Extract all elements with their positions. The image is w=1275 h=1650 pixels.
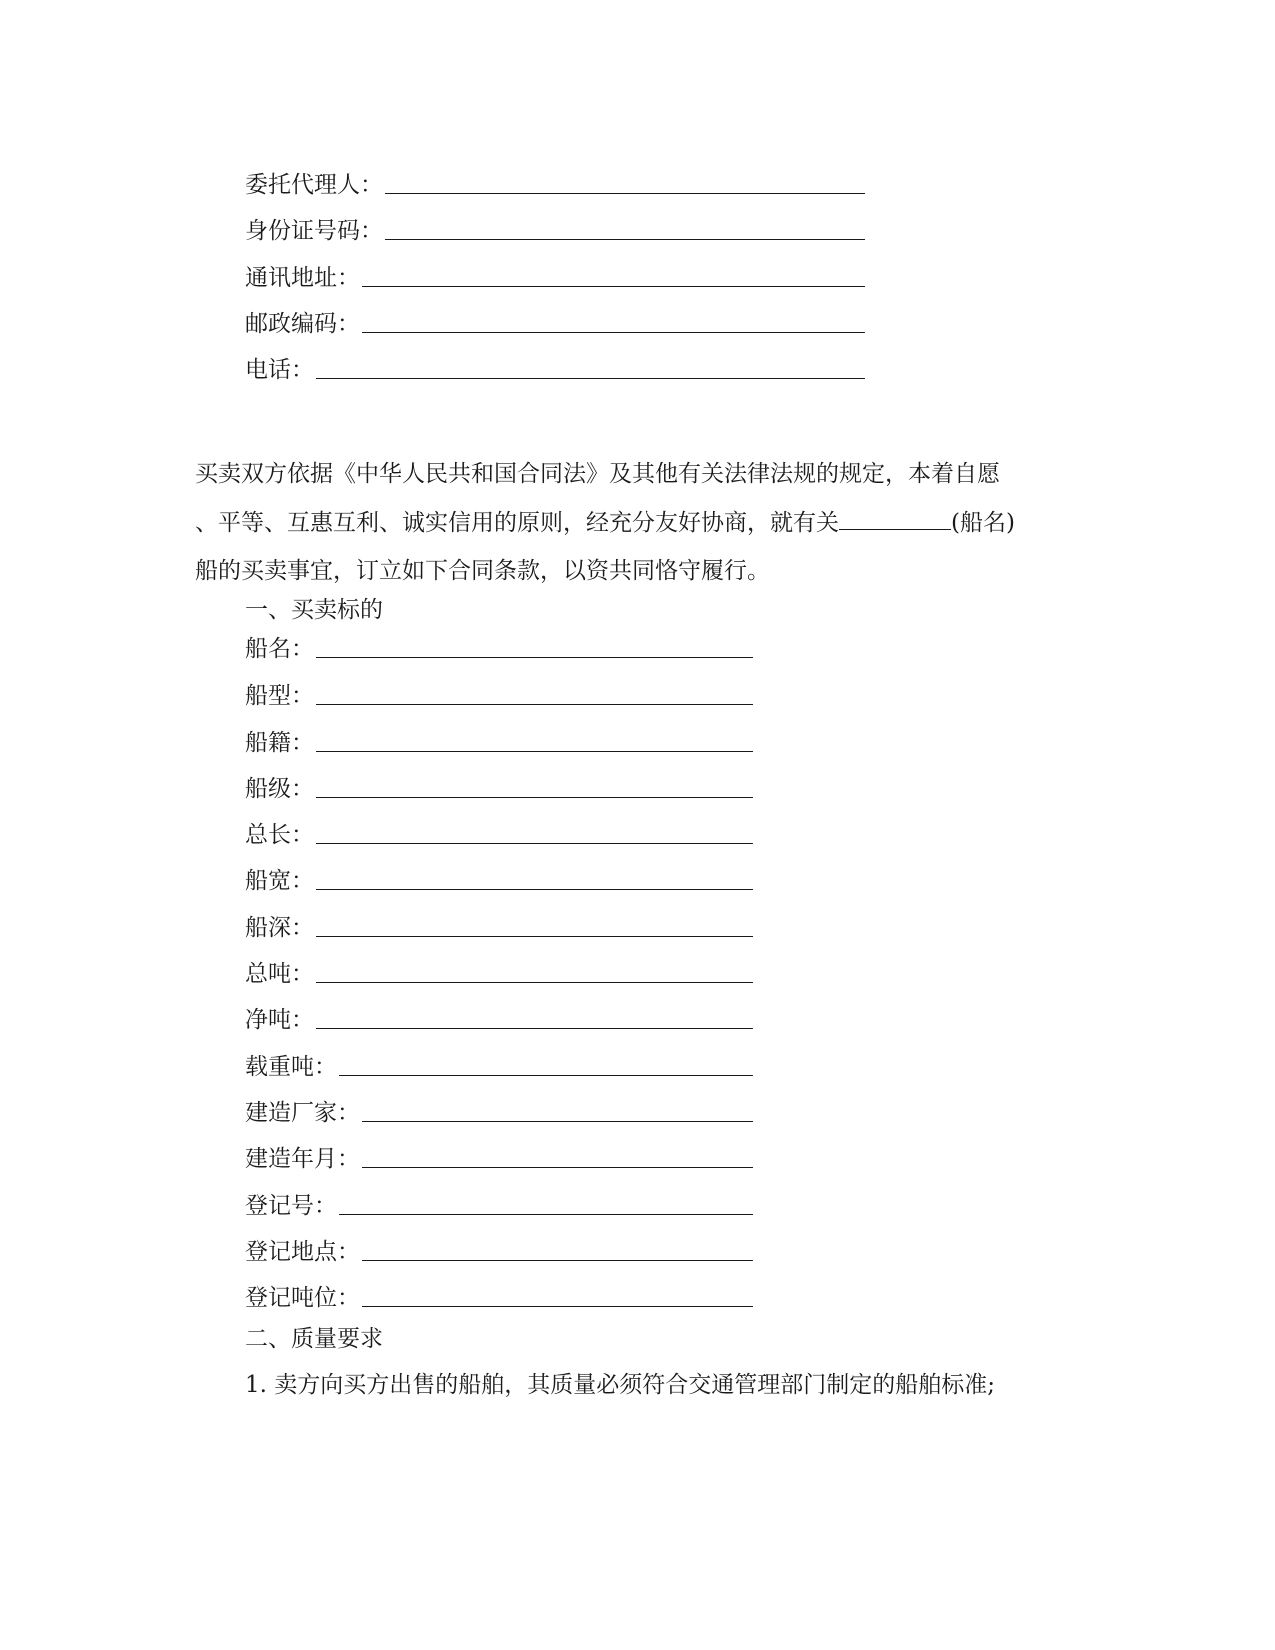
agent-field-label: 邮政编码： <box>245 311 360 337</box>
ship-field-label: 净吨： <box>245 1007 314 1033</box>
fill-in-blank <box>362 1259 753 1261</box>
fill-in-blank <box>316 935 753 937</box>
ship-field-label: 建造年月： <box>245 1146 360 1172</box>
clause-item: 1. 卖方向买方出售的船舶，其质量必须符合交通管理部门制定的船舶标准; <box>245 1372 996 1398</box>
ship-field-label: 载重吨： <box>245 1054 337 1080</box>
agent-field-row <box>245 299 865 339</box>
ship-name-blank <box>839 507 951 530</box>
ship-field-row <box>245 1273 753 1313</box>
ship-field-row <box>245 1181 753 1221</box>
ship-field-row <box>245 1088 753 1128</box>
section-heading: 二、质量要求 <box>245 1326 383 1352</box>
fill-in-blank <box>362 331 865 333</box>
intro-line: 船的买卖事宜，订立如下合同条款，以资共同恪守履行。 <box>195 558 770 584</box>
ship-field-label: 总长： <box>245 822 314 848</box>
ship-field-row <box>245 903 753 943</box>
ship-field-row <box>245 995 753 1035</box>
ship-field-label: 总吨： <box>245 961 314 987</box>
ship-field-row <box>245 856 753 896</box>
fill-in-blank <box>385 192 865 194</box>
fill-in-blank <box>316 796 753 798</box>
ship-field-row <box>245 949 753 989</box>
fill-in-blank <box>316 656 753 658</box>
agent-field-label: 通讯地址： <box>245 265 360 291</box>
agent-field-label: 电话： <box>245 357 314 383</box>
ship-field-label: 登记吨位： <box>245 1285 360 1311</box>
fill-in-blank <box>316 1027 753 1029</box>
ship-field-row <box>245 1227 753 1267</box>
ship-field-label: 船名： <box>245 636 314 662</box>
ship-field-label: 登记地点： <box>245 1239 360 1265</box>
agent-field-row <box>245 160 865 200</box>
fill-in-blank <box>339 1074 753 1076</box>
fill-in-blank <box>316 888 753 890</box>
fill-in-blank <box>362 1166 753 1168</box>
fill-in-blank <box>362 1120 753 1122</box>
ship-field-row <box>245 624 753 664</box>
fill-in-blank <box>316 703 753 705</box>
intro-text: 、平等、互惠互利、诚实信用的原则，经充分友好协商，就有关 <box>195 509 839 536</box>
ship-field-row <box>245 810 753 850</box>
fill-in-blank <box>339 1213 753 1215</box>
agent-field-row <box>245 206 865 246</box>
fill-in-blank <box>316 842 753 844</box>
fill-in-blank <box>316 377 865 379</box>
agent-field-label: 委托代理人： <box>245 172 383 198</box>
ship-field-row <box>245 1134 753 1174</box>
fill-in-blank <box>362 1305 753 1307</box>
intro-paragraph <box>195 450 1075 596</box>
fill-in-blank <box>362 285 865 287</box>
intro-text: (船名) <box>951 509 1015 536</box>
fill-in-blank <box>385 238 865 240</box>
ship-field-row <box>245 1042 753 1082</box>
ship-field-label: 建造厂家： <box>245 1100 360 1126</box>
ship-field-row <box>245 718 753 758</box>
ship-field-label: 船籍： <box>245 730 314 756</box>
intro-line: 买卖双方依据《中华人民共和国合同法》及其他有关法律法规的规定，本着自愿 <box>195 461 1000 487</box>
ship-field-label: 船型： <box>245 683 314 709</box>
section-heading: 一、买卖标的 <box>245 597 383 623</box>
ship-field-label: 船宽： <box>245 868 314 894</box>
ship-field-row <box>245 764 753 804</box>
agent-field-row <box>245 345 865 385</box>
ship-field-label: 登记号： <box>245 1193 337 1219</box>
ship-field-label: 船深： <box>245 915 314 941</box>
agent-field-label: 身份证号码： <box>245 218 383 244</box>
fill-in-blank <box>316 750 753 752</box>
intro-line <box>195 499 1075 548</box>
ship-field-row <box>245 671 753 711</box>
agent-field-row <box>245 253 865 293</box>
ship-field-label: 船级： <box>245 776 314 802</box>
fill-in-blank <box>316 981 753 983</box>
